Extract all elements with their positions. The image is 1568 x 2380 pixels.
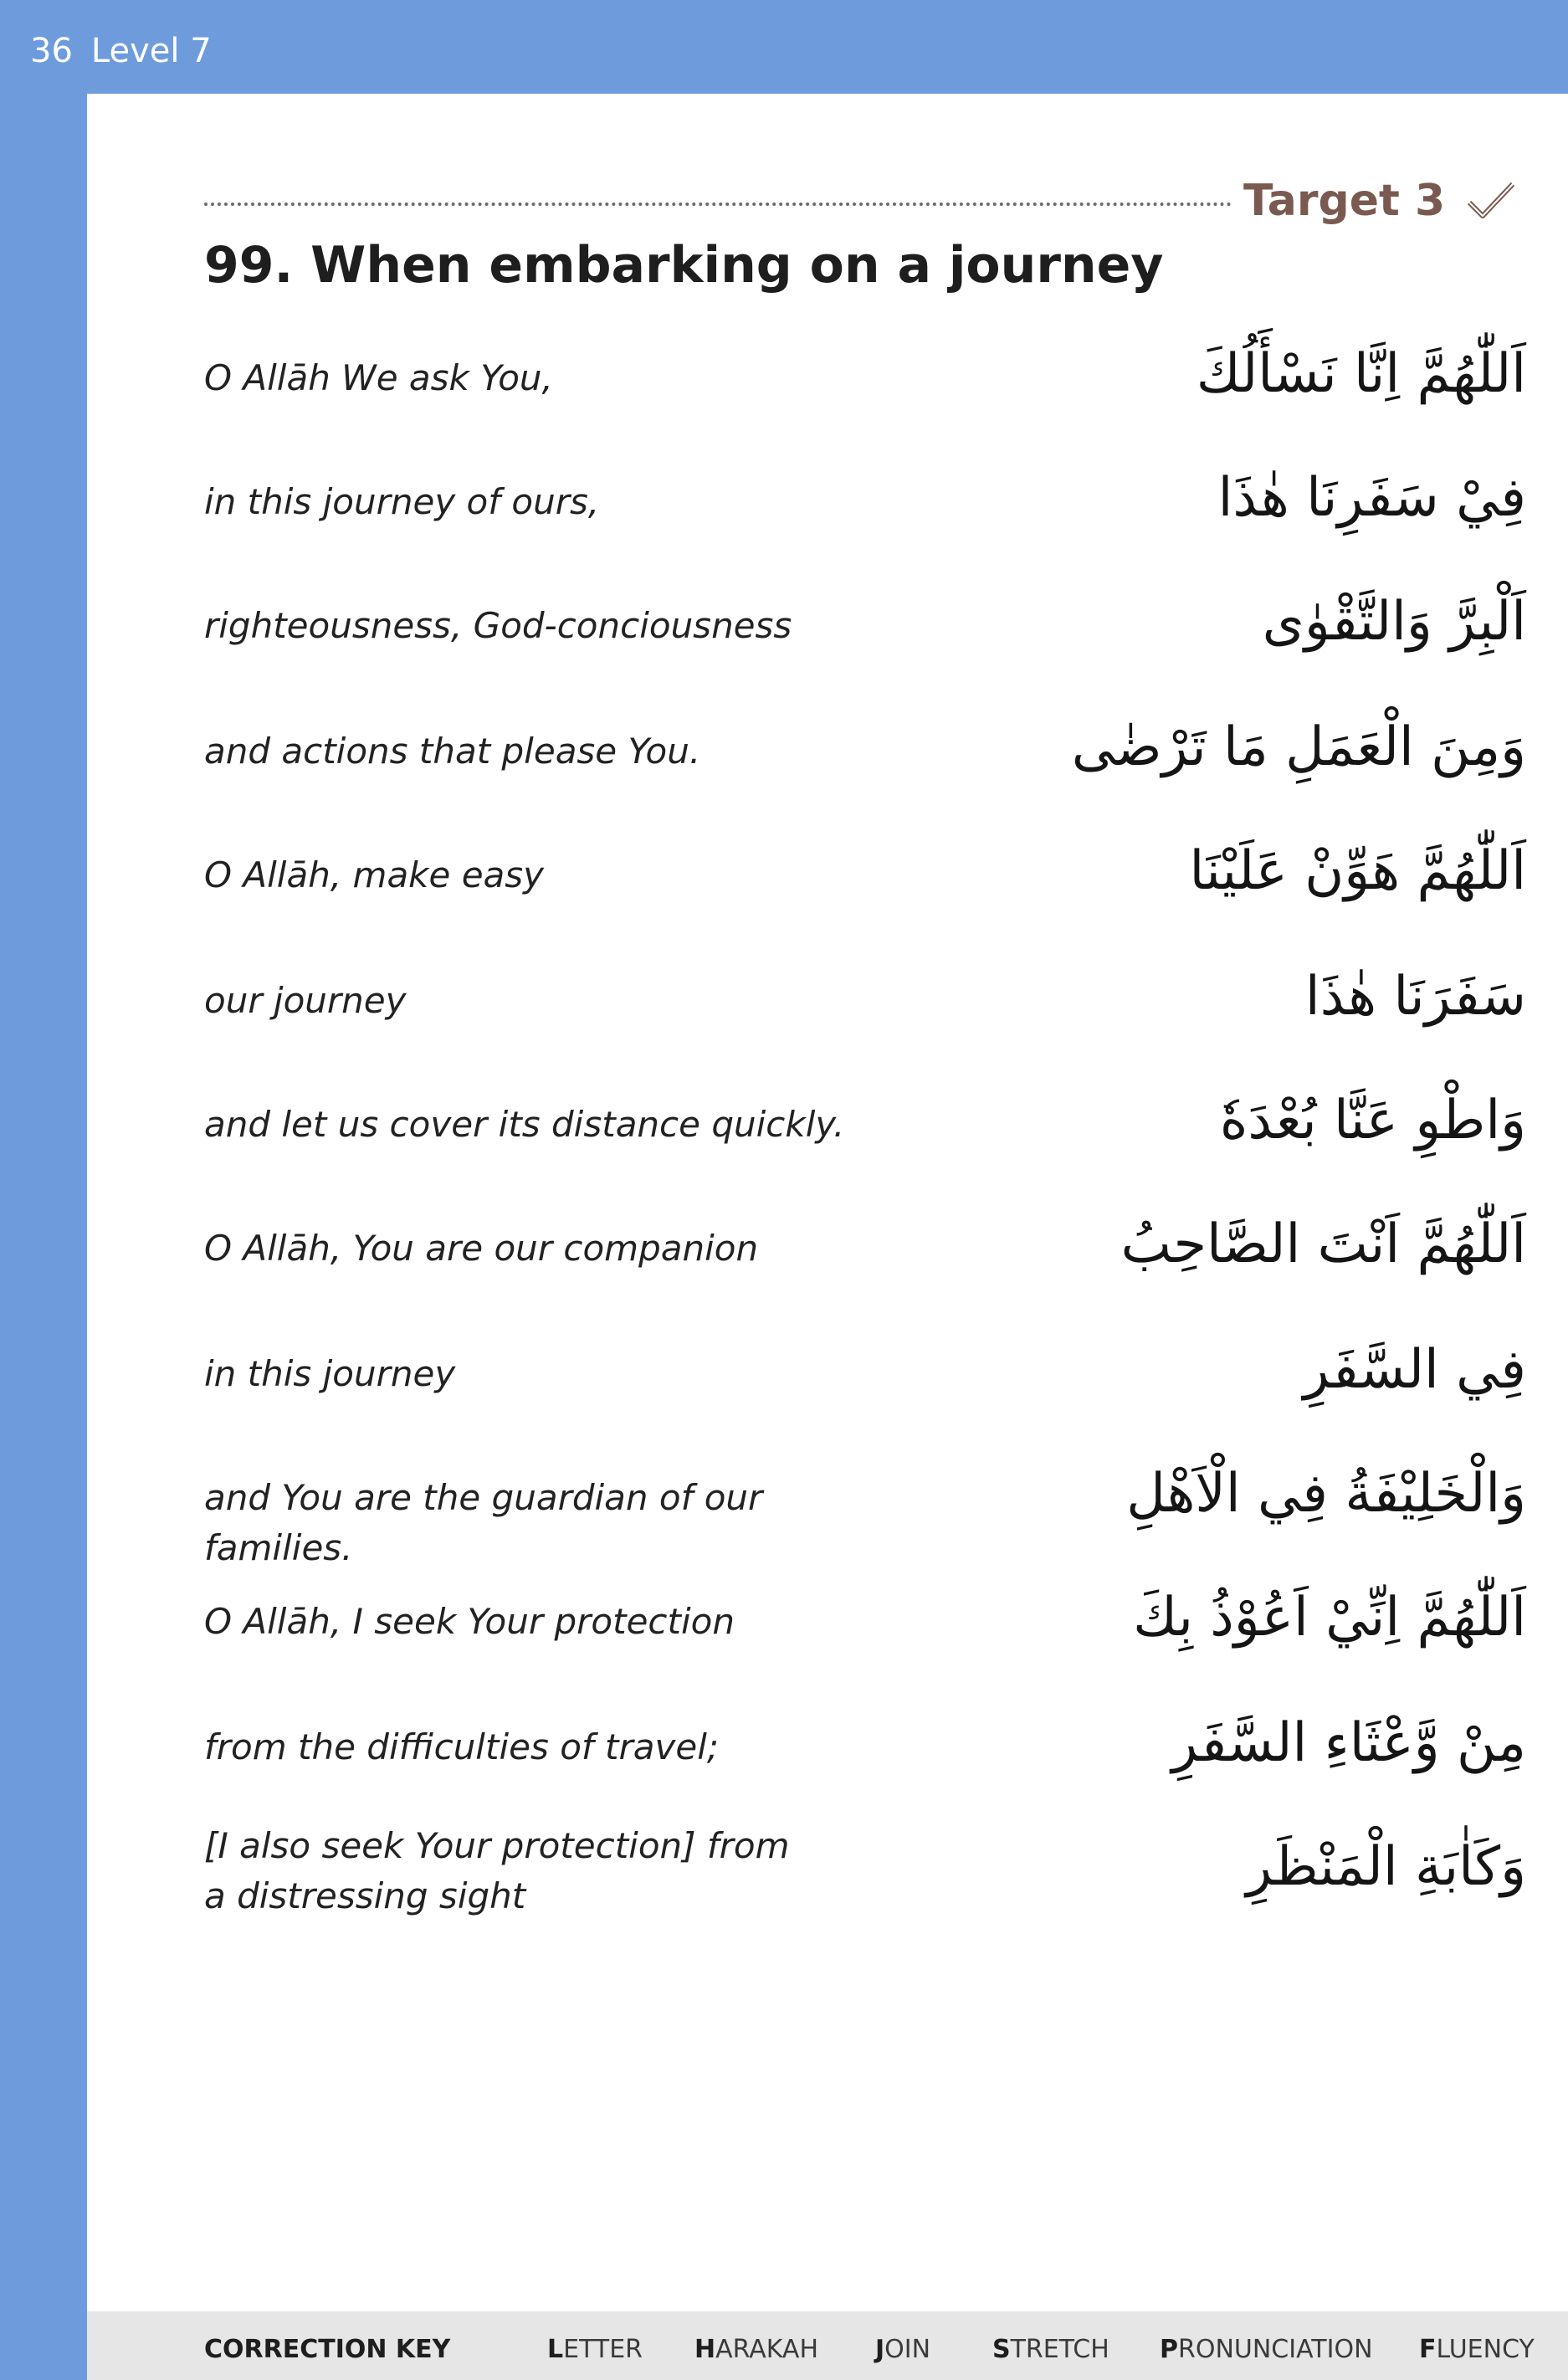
arabic-text: وَالْخَلِيْفَةُ فِي الْاَهْلِ [1126,1463,1526,1525]
left-margin-band [0,0,87,2380]
correction-key-title: CORRECTION KEY [204,2335,451,2364]
dua-title: 99. When embarking on a journey [204,236,1164,295]
arabic-text: اَللّٰهُمَّ اِنَّا نَسْأَلُكَ [1196,343,1526,405]
english-translation: our journey [204,980,407,1021]
arabic-text: وَمِنَ الْعَمَلِ مَا تَرْضٰى [1071,716,1526,778]
english-translation: from the difficulties of travel; [204,1726,720,1767]
running-header [30,32,212,70]
arabic-text: وَكَاٰبَةِ الْمَنْظَرِ [1246,1836,1526,1898]
english-translation: and You are the guardian of our families. [204,1477,763,1568]
level-label: Level 7 [90,32,212,70]
arabic-text: وَاطْوِ عَنَّا بُعْدَهٗ [1219,1090,1526,1152]
arabic-text: اَللّٰهُمَّ اَنْتَ الصَّاحِبُ [1120,1213,1526,1275]
english-translation: O Allāh, You are our companion [204,1228,759,1269]
arabic-text: فِيْ سَفَرِنَا هٰذَا [1217,467,1526,529]
arabic-text: سَفَرَنَا هٰذَا [1304,966,1526,1028]
key-letter: LETTER [547,2335,643,2364]
arabic-text: فِي السَّفَرِ [1303,1339,1526,1401]
arabic-text: اَلْبِرَّ وَالتَّقْوٰى [1262,591,1526,653]
arabic-text: مِنْ وَّعْثَاءِ السَّفَرِ [1171,1712,1526,1774]
key-stretch: STRETCH [992,2335,1109,2364]
dotted-rule [204,203,1232,206]
key-harakah: HARAKAH [694,2335,819,2364]
page-number: 36 [30,32,73,70]
key-fluency: FLUENCY [1419,2335,1535,2364]
english-translation: O Allāh, I seek Your protection [204,1601,735,1642]
english-translation: in this journey of ours, [204,481,600,522]
english-translation: [I also seek Your protection] from a distressing sight [204,1825,790,1916]
english-translation: righteousness, God-conciousness [204,605,792,646]
key-pronunciation: PRONUNCIATION [1160,2335,1373,2364]
arabic-text: اَللّٰهُمَّ اِنِّيْ اَعُوْذُ بِكَ [1133,1587,1526,1649]
english-translation: and let us cover its distance quickly. [204,1104,845,1145]
english-translation: in this journey [204,1353,456,1394]
english-translation: and actions that please You. [204,731,701,772]
key-join: JOIN [875,2335,931,2364]
checkmark-icon [1466,179,1516,223]
target-label: Target 3 [1243,176,1446,226]
english-translation: O Allāh We ask You, [204,357,553,398]
arabic-text: اَللّٰهُمَّ هَوِّنْ عَلَيْنَا [1189,840,1526,902]
top-band [0,0,1568,94]
english-translation: O Allāh, make easy [204,854,545,895]
